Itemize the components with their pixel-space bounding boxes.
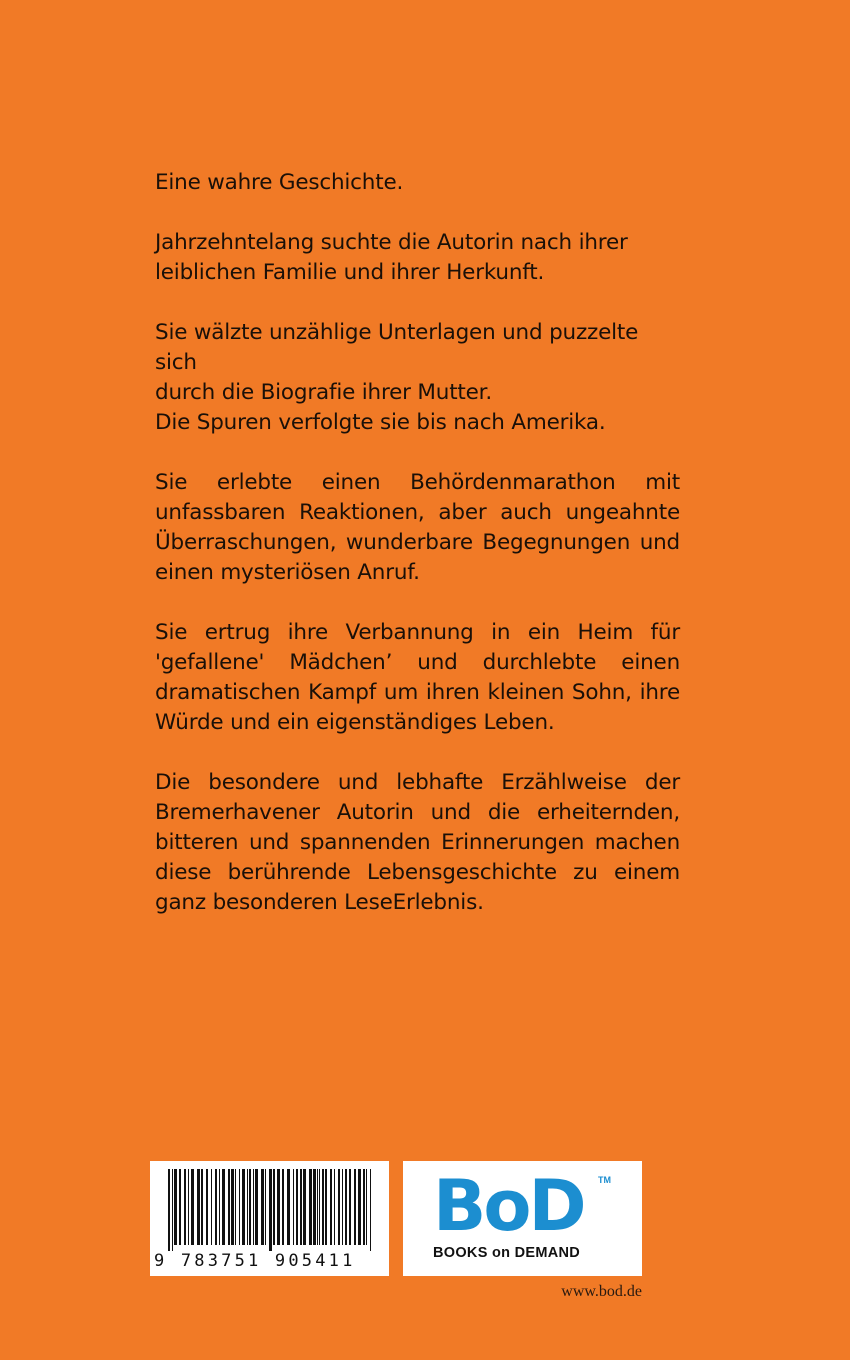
blurb-line: ganz besonderen LeseErlebnis.: [155, 890, 484, 915]
barcode-bar: [174, 1169, 177, 1245]
barcode-bar: [211, 1169, 212, 1245]
blurb-line: unfassbaren Reaktionen, aber auch ungeahnte: [155, 500, 680, 525]
barcode-bar: [222, 1169, 225, 1245]
blurb-paragraph-5: [155, 618, 680, 738]
blurb-line: Sie erlebte einen Behördenmarathon mit: [155, 470, 680, 495]
barcode-bar: [342, 1169, 343, 1245]
barcode-bar: [370, 1169, 371, 1251]
blurb-line: Die Spuren verfolgte sie bis nach Amerika.: [155, 410, 606, 435]
barcode-bar: [293, 1169, 294, 1245]
barcode-bar: [303, 1169, 306, 1245]
barcode-bar: [349, 1169, 351, 1245]
barcode-bar: [235, 1169, 236, 1245]
barcode-bar: [191, 1169, 194, 1245]
blurb-paragraph-1: [155, 168, 680, 198]
blurb-line: bitteren und spannenden Erinnerungen machen: [155, 830, 680, 855]
barcode-bar: [325, 1169, 327, 1245]
barcode-bar: [338, 1169, 340, 1245]
barcode-bar: [366, 1169, 367, 1245]
barcode-bar: [188, 1169, 189, 1245]
blurb-line: Die besondere und lebhafte Erzählweise der: [155, 770, 680, 795]
barcode-bar: [201, 1169, 203, 1245]
blurb-paragraph-4: [155, 468, 680, 588]
blurb-paragraph-6: [155, 768, 680, 918]
barcode-bar: [239, 1169, 240, 1245]
barcode-bar: [313, 1169, 316, 1245]
barcode-bar: [215, 1169, 217, 1245]
blurb-line: Bremerhavener Autorin und die erheiternden,: [155, 800, 680, 825]
barcode-bar: [206, 1169, 208, 1245]
barcode-bar: [358, 1169, 361, 1245]
blurb-line: leiblichen Familie und ihrer Herkunft.: [155, 260, 545, 285]
publisher-logo-box: [403, 1161, 642, 1276]
barcode-bar: [334, 1169, 335, 1245]
barcode-bar: [322, 1169, 324, 1245]
blurb-line: Würde und ein eigenständiges Leben.: [155, 710, 555, 735]
blurb-line: Sie ertrug ihre Verbannung in ein Heim für: [155, 620, 680, 645]
barcode-bar: [317, 1169, 318, 1245]
barcode-bar: [261, 1169, 264, 1245]
barcode-bar: [363, 1169, 365, 1245]
blurb-line: Jahrzehntelang suchte die Autorin nach ihrer: [155, 230, 628, 255]
isbn-digits: 9 783751 905411: [154, 1251, 356, 1271]
barcode-bar: [253, 1169, 254, 1245]
publisher-name: BOOKS on DEMAND: [433, 1245, 581, 1261]
barcode-bar: [269, 1169, 272, 1251]
isbn-barcode: [150, 1161, 389, 1276]
barcode-bar: [255, 1169, 258, 1245]
blurb-line: durch die Biografie ihrer Mutter.: [155, 380, 492, 405]
barcode-bar: [197, 1169, 200, 1245]
blurb-line: Überraschungen, wunderbare Begegnungen und: [155, 530, 680, 555]
barcode-bar: [319, 1169, 320, 1245]
barcode-bar: [249, 1169, 251, 1245]
barcode-bar: [287, 1169, 290, 1245]
barcode-bar: [300, 1169, 302, 1245]
barcode-bar: [345, 1169, 347, 1245]
barcode-bar: [179, 1169, 181, 1245]
blurb-line: 'gefallene' Mädchen’ und durchlebte einen: [155, 650, 680, 675]
barcode-bar: [265, 1169, 266, 1245]
barcode-bar: [231, 1169, 234, 1245]
blurb-line: Sie wälzte unzählige Unterlagen und puzzelte sich: [155, 320, 639, 375]
barcode-bar: [330, 1169, 332, 1245]
barcode-bar: [277, 1169, 280, 1245]
bod-logo: BoD: [433, 1165, 584, 1247]
trademark-mark: TM: [598, 1175, 611, 1185]
blurb-line: dramatischen Kampf um ihren kleinen Sohn, ihre: [155, 680, 680, 705]
barcode-bar: [309, 1169, 312, 1245]
barcode-bar: [219, 1169, 220, 1245]
barcode-bar: [296, 1169, 298, 1245]
blurb-line: Eine wahre Geschichte.: [155, 170, 404, 195]
blurb-line: diese berührende Lebensgeschichte zu einem: [155, 860, 680, 885]
barcode-bar: [242, 1169, 245, 1245]
barcode-bar: [282, 1169, 284, 1245]
barcode-bar: [273, 1169, 275, 1245]
blurb-paragraph-2: [155, 228, 680, 288]
barcode-bar: [184, 1169, 186, 1245]
blurb-line: einen mysteriösen Anruf.: [155, 560, 420, 585]
barcode-bar: [247, 1169, 248, 1245]
barcode-bar: [168, 1169, 170, 1251]
publisher-url: www.bod.de: [561, 1283, 642, 1300]
barcode-bar: [228, 1169, 230, 1245]
blurb-text: [155, 168, 680, 948]
barcode-bar: [354, 1169, 356, 1245]
barcode-bar: [172, 1169, 173, 1251]
blurb-paragraph-3: [155, 318, 680, 438]
